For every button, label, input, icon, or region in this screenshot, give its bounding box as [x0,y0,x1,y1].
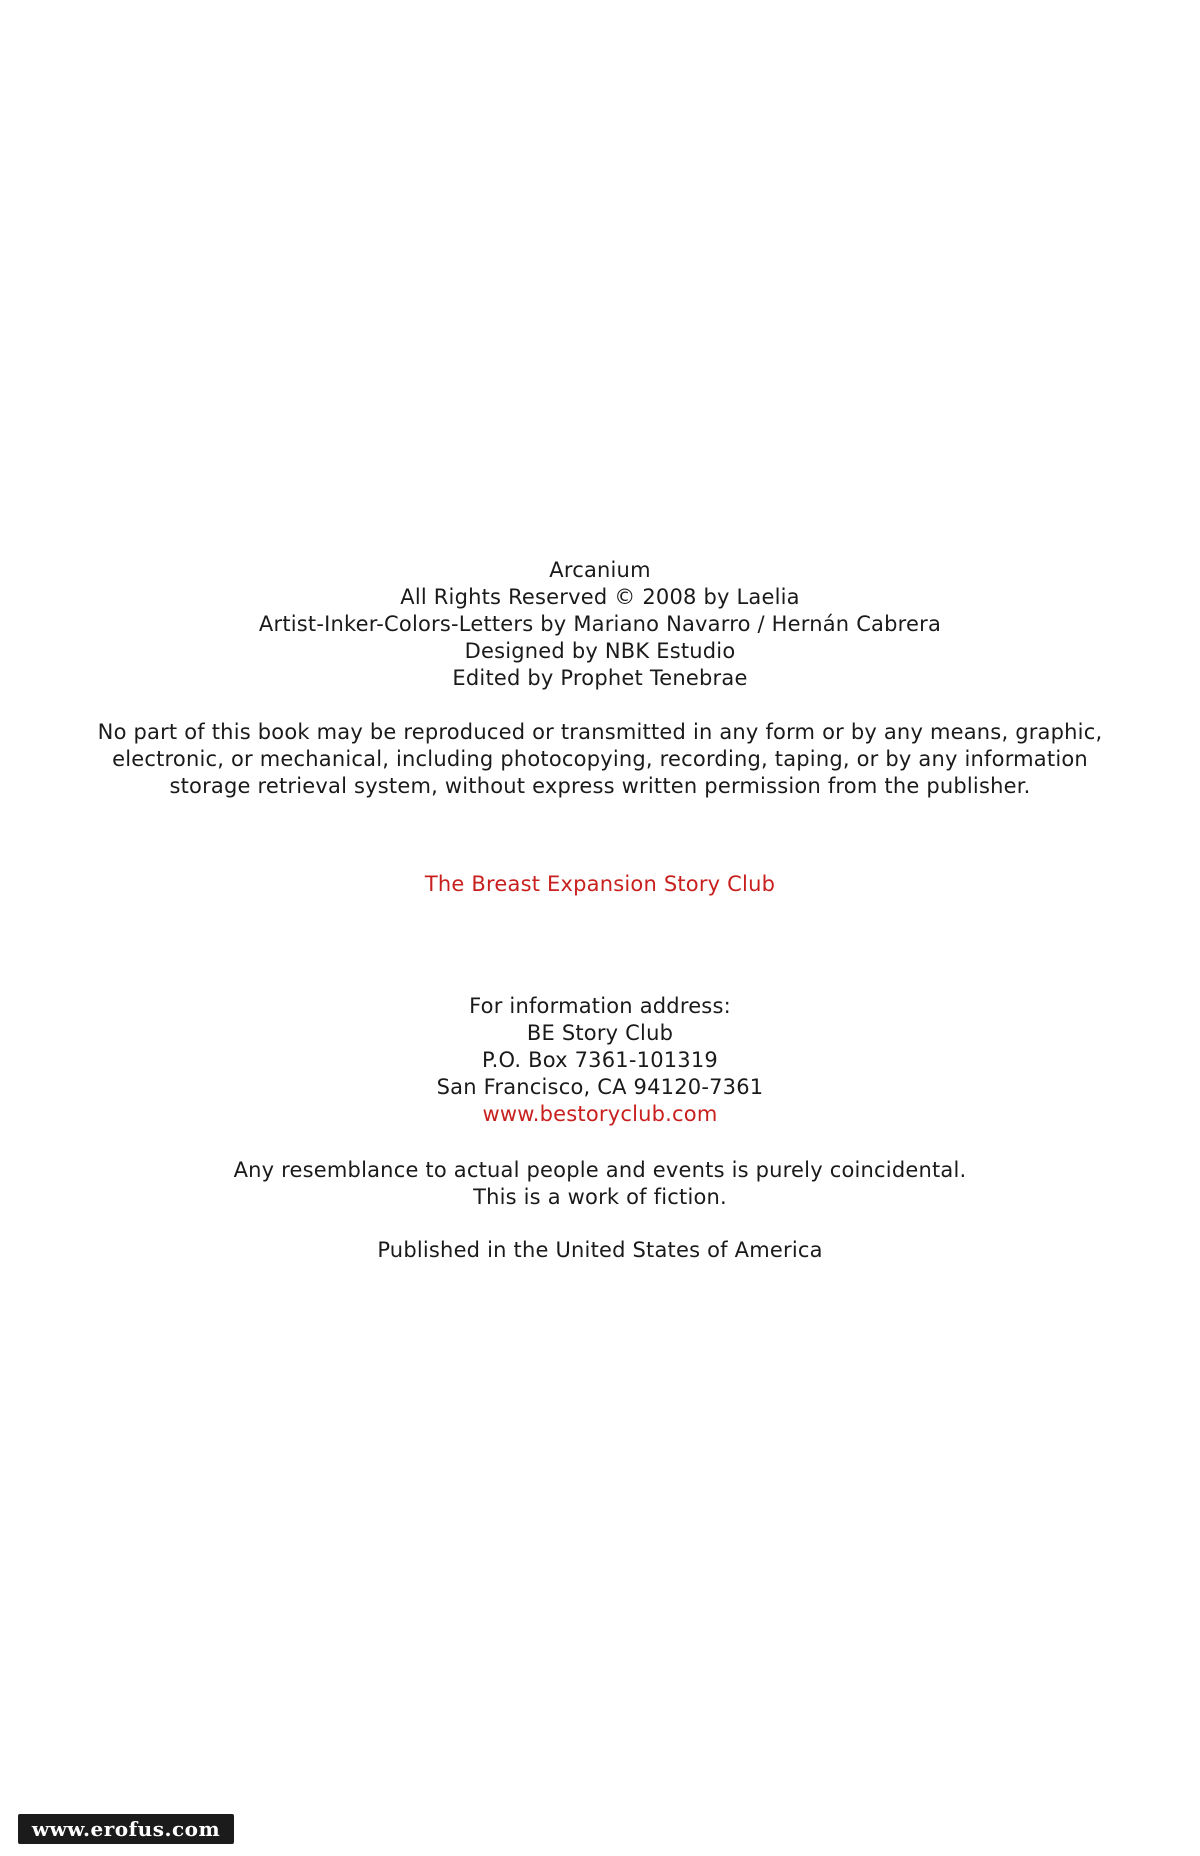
notice-line-3: storage retrieval system, without express written permission from the publisher. [169,774,1031,798]
artist-line: Artist-Inker-Colors-Letters by Mariano Navarro / Hernán Cabrera [258,612,942,636]
address-box: P.O. Box 7361-101319 [482,1048,718,1072]
address-city: San Francisco, CA 94120-7361 [436,1075,764,1099]
club-name: The Breast Expansion Story Club [424,872,776,896]
club-block [0,871,1200,898]
address-heading: For information address: [469,994,731,1018]
notice-line-2: electronic, or mechanical, including photocopying, recording, taping, or by any information [112,747,1088,771]
disclaimer-line-1: Any resemblance to actual people and events is purely coincidental. [233,1158,967,1182]
designed-line: Designed by NBK Estudio [464,639,736,663]
website-link[interactable]: www.bestoryclub.com [482,1102,718,1126]
address-name: BE Story Club [526,1021,674,1045]
disclaimer-line-2: This is a work of fiction. [473,1185,727,1209]
disclaimer-block [0,1157,1200,1211]
notice-line-1: No part of this book may be reproduced or transmitted in any form or by any means, graphic, [97,720,1103,744]
address-block [0,993,1200,1128]
reproduction-notice [0,719,1200,800]
book-title: Arcanium [549,558,651,582]
edited-line: Edited by Prophet Tenebrae [452,666,748,690]
published-block [0,1237,1200,1264]
watermark-badge: www.erofus.com [18,1814,234,1844]
published-line: Published in the United States of America [377,1238,823,1262]
rights-line: All Rights Reserved © 2008 by Laelia [400,585,800,609]
credits-block [0,557,1200,692]
